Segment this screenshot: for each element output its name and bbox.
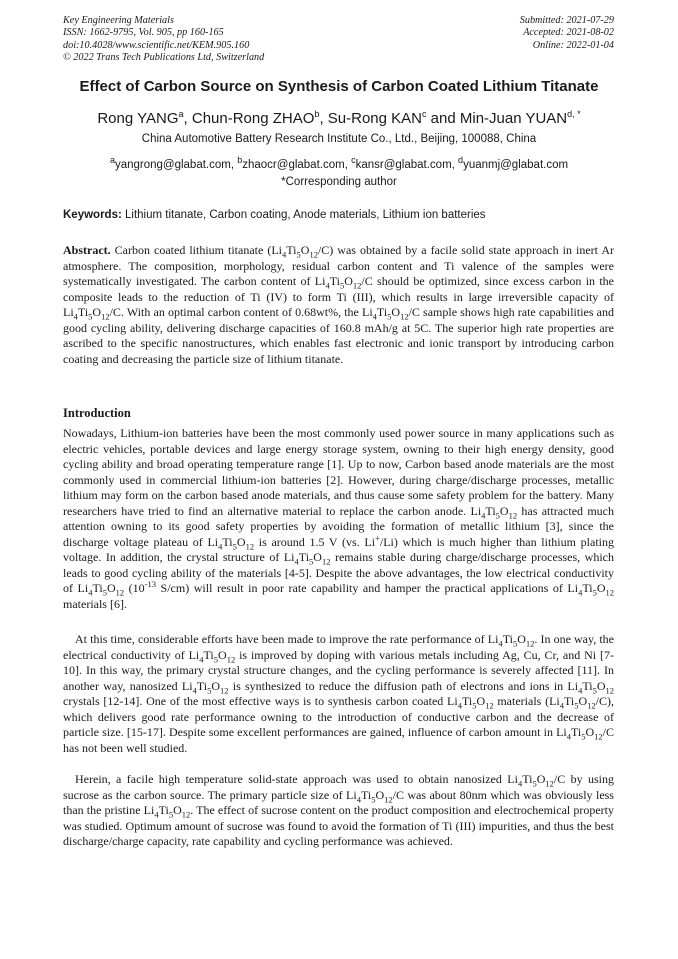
online-date: Online: 2022-01-04: [532, 39, 614, 51]
journal-name: Key Engineering Materials: [63, 15, 174, 26]
author-name: Min-Juan YUAN: [459, 110, 568, 127]
author-superscript: a: [178, 109, 184, 119]
email-superscript: b: [237, 155, 243, 165]
journal-copyright: © 2022 Trans Tech Publications Ltd, Switzerland: [63, 52, 265, 64]
email-separator: ,: [451, 158, 459, 171]
publication-dates: [520, 15, 614, 52]
keywords-line: [63, 208, 623, 222]
author-name: Su-Rong KAN: [327, 110, 422, 127]
email-address[interactable]: kansr@glabat.com: [355, 158, 452, 171]
corresponding-author-note: *Corresponding author: [281, 176, 397, 188]
email-address[interactable]: zhaocr@glabat.com: [242, 158, 345, 171]
email-superscript: c: [351, 155, 356, 165]
submitted-date: Submitted: 2021-07-29: [519, 15, 614, 26]
author-superscript: c: [422, 109, 427, 119]
abstract-label: Abstract.: [63, 243, 111, 257]
author-list: [40, 105, 638, 128]
journal-doi: doi:10.4028/www.scientific.net/KEM.905.160: [63, 39, 250, 51]
introduction-paragraph-1: Nowadays, Lithium-ion batteries have been the most commonly used power source in many applications such as electric vehicles, portable devices and large energy storage system, owning to their high energy density, good cycling ability and broad operating temperature range [1]. Up to now, Carbon based anode materials are the most commonly used in commercial lithium-ion batteries [2]. However, during charge/discharge processes, metallic lithium may form on the carbon based anode materials, and thus cause some safety problem for the battery. Many researchers have tried to find an alternative material to replace the carbon anode. $Li_4Ti_5O_{12}$ has attracted much attention owning to its good safety properties by avoiding the formation of metallic lithium [3], since the discharge voltage plateau of $Li_4Ti_5O_{12}$ is around 1.5 V (vs. Li+/Li) which is much higher than lithium plating voltage. In addition, the crystal structure of $Li_4Ti_5O_{12}$ remains stable during charge/discharge processes, which leads to good cycling ability of the materials [4-5]. Despite the above advantages, the low electrical conductivity of $Li_4Ti_5O_{12}$ ($10^{-13}$ S/cm) will result in poor rate capability and hamper the practical applications of $Li_4Ti_5O_{12}$ materials [6].: [63, 426, 614, 611]
author-emails: [40, 153, 638, 172]
author-name: Rong YANG: [97, 110, 179, 127]
abstract-text: Carbon coated lithium titanate $(Li_4Ti_5O_{12}/C)$ was obtained by a facile solid state approach in inert Ar atmosphere. The composition, morphology, residual carbon content and Ti valence of the samples were systematically investigated. The carbon content of $Li_4Ti_5O_{12}/C$ should be optimized, since excess carbon in the composite leads to the reduction of Ti (IV) to form Ti (III), which results in large irreversible capacity of $Li_4Ti_5O_{12}/C$. With an optimal carbon content of 0.68wt%, the $Li_4Ti_5O_{12}/C$ sample shows high rate capabilities and good cycling ability, delivering discharge capacities of 160.8 mAh/g at 5C. The superior high rate properties are ascribed to the specific nanostructures, which enables fast electronic and ionic transport by introducing carbon coating and decreasing the particle size of lithium titanate.: [63, 243, 615, 366]
section-heading-introduction: Introduction: [63, 406, 131, 420]
email-separator: ,: [344, 158, 352, 171]
author-separator: ,: [319, 110, 328, 127]
email-superscript: a: [109, 155, 115, 165]
email-address[interactable]: yuanmj@glabat.com: [463, 158, 569, 171]
paper-title: Effect of Carbon Source on Synthesis of Carbon Coated Lithium Titanate: [79, 78, 599, 95]
author-separator: ,: [183, 110, 192, 127]
affiliation: China Automotive Battery Research Institute Co., Ltd., Beijing, 100088, China: [141, 133, 537, 145]
journal-issn: ISSN: 1662-9795, Vol. 905, pp 160-165: [63, 27, 224, 39]
introduction-paragraph-2: At this time, considerable efforts have been made to improve the rate performance of $Li_4Ti_5O_{12}$. In one way, the electrical conductivity of $Li_4Ti_5O_{12}$ is improved by doping with various metals including Ag, Cu, Cr, and Ni [7-10]. In this way, the primary crystal structure changes, and the cycling performance is severely affected [11]. In another way, nanosized $Li_4Ti_5O_{12}$ is synthesized to reduce the diffusion path of electrons and ions in $Li_4Ti_5O_{12}$ crystals [12-14]. One of the most effective ways is to synthesis carbon coated $Li_4Ti_5O_{12}$ materials $(Li_4Ti_5O_{12}/C)$, which delivers good rate performance owning to the introduction of conductive carbon and the decrease of particle size. [15-17]. Despite some excellent performances are gained, influence of carbon amount in $Li_4Ti_5O_{12}/C$ has not been well studied.: [63, 632, 615, 755]
journal-info: [63, 15, 264, 65]
keywords-label: Keywords:: [63, 209, 122, 221]
abstract: [63, 243, 614, 367]
author-superscript: d, *: [567, 109, 581, 119]
keywords-text: Lithium titanate, Carbon coating, Anode materials, Lithium ion batteries: [125, 209, 486, 221]
introduction-paragraph-3: Herein, a facile high temperature solid-state approach was used to obtain nanosized $Li_4Ti_5O_{12}/C$ by using sucrose as the carbon source. The primary particle size of $Li_4Ti_5O_{12}/C$ was about 80nm which was obviously less than the pristine $Li_4Ti_5O_{12}$. The effect of sucrose content on the product composition and electrochemical property was studied. Optimum amount of sucrose was found to avoid the formation of Ti (III) impurities, and thus the best discharge/charge capacity, rate capability and cycling performance was achieved.: [63, 772, 614, 848]
author-separator: and: [426, 110, 460, 127]
email-superscript: d: [458, 155, 464, 165]
author-name: Chun-Rong ZHAO: [191, 110, 315, 127]
accepted-date: Accepted: 2021-08-02: [523, 27, 614, 39]
author-superscript: b: [314, 109, 320, 119]
email-address[interactable]: yangrong@glabat.com: [114, 158, 231, 171]
email-separator: ,: [230, 158, 238, 171]
